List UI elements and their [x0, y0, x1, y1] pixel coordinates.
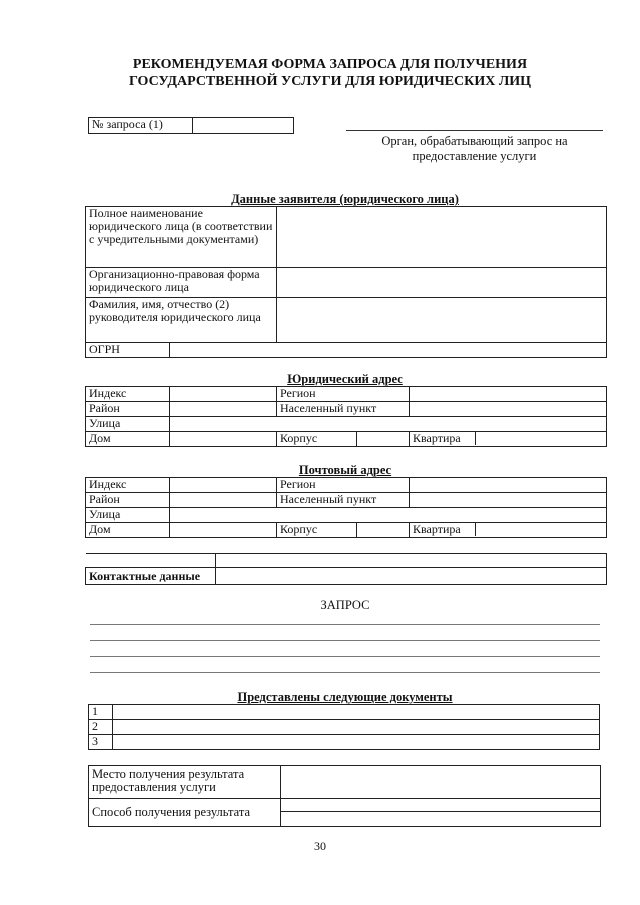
postal-apartment-cell: [410, 523, 607, 538]
postal-district-field[interactable]: [170, 493, 277, 508]
authority-caption: [346, 134, 603, 164]
request-line-3[interactable]: [90, 656, 600, 657]
authority-line[interactable]: [346, 130, 603, 131]
postal-building-label: Корпус: [277, 523, 357, 538]
document-row-number: 2: [89, 720, 113, 735]
legal-form-label: Организационно-правовая форма юридического лица: [86, 268, 277, 298]
title-line-1: РЕКОМЕНДУЕМАЯ ФОРМА ЗАПРОСА ДЛЯ ПОЛУЧЕНИЯ: [132, 57, 528, 72]
legal-index-label: Индекс: [86, 387, 170, 402]
document-row-number: 3: [89, 735, 113, 750]
postal-building-field[interactable]: [357, 523, 410, 538]
full-name-field[interactable]: [277, 207, 607, 268]
request-title: ЗАПРОС: [320, 598, 370, 612]
document-row-field[interactable]: [113, 735, 600, 750]
contacts-spacer: [86, 554, 216, 568]
request-number-field[interactable]: [193, 118, 294, 134]
postal-street-field[interactable]: [170, 508, 607, 523]
postal-locality-field[interactable]: [410, 493, 607, 508]
legal-apartment-field[interactable]: [476, 432, 606, 445]
postal-house-field[interactable]: [170, 523, 277, 538]
legal-form-field[interactable]: [277, 268, 607, 298]
legal-building-field[interactable]: [357, 432, 410, 447]
postal-locality-label: Населенный пункт: [277, 493, 410, 508]
result-place-label: Место получения результата предоставления услуги: [89, 766, 281, 799]
legal-locality-field[interactable]: [410, 402, 607, 417]
head-name-field[interactable]: [277, 298, 607, 343]
legal-building-label: Корпус: [277, 432, 357, 447]
legal-region-label: Регион: [277, 387, 410, 402]
legal-address-table: [85, 386, 607, 447]
legal-address-title: Юридический адрес: [287, 372, 403, 386]
authority-line-1: Орган, обрабатывающий запрос на: [381, 134, 568, 148]
request-line-1[interactable]: [90, 624, 600, 625]
document-row-field[interactable]: [113, 705, 600, 720]
result-method-field-2[interactable]: [281, 812, 600, 826]
ogrn-label: ОГРН: [86, 343, 170, 358]
legal-apartment-cell: [410, 432, 607, 447]
result-method-field-1[interactable]: [281, 799, 600, 812]
result-place-field[interactable]: [281, 766, 601, 799]
legal-district-label: Район: [86, 402, 170, 417]
request-number-label: № запроса (1): [89, 118, 193, 134]
legal-street-field[interactable]: [170, 417, 607, 432]
page-number: 30: [314, 839, 326, 853]
result-table: [88, 765, 601, 827]
applicant-section-title: Данные заявителя (юридического лица): [231, 192, 459, 206]
document-row-number: 1: [89, 705, 113, 720]
postal-apartment-label: Квартира: [410, 523, 476, 536]
result-method-label: Способ получения результата: [89, 799, 281, 827]
applicant-table: [85, 206, 607, 358]
page-title: [60, 56, 600, 90]
ogrn-field[interactable]: [170, 343, 607, 358]
postal-street-label: Улица: [86, 508, 170, 523]
legal-region-field[interactable]: [410, 387, 607, 402]
documents-table: [88, 704, 600, 750]
postal-apartment-field[interactable]: [476, 523, 606, 536]
document-row-field[interactable]: [113, 720, 600, 735]
legal-district-field[interactable]: [170, 402, 277, 417]
contacts-field-2[interactable]: [216, 568, 607, 585]
title-line-2: ГОСУДАРСТВЕННОЙ УСЛУГИ ДЛЯ ЮРИДИЧЕСКИХ ЛИЦ: [128, 74, 532, 89]
postal-address-title: Почтовый адрес: [298, 463, 392, 477]
request-line-4[interactable]: [90, 672, 600, 673]
documents-title: Представлены следующие документы: [237, 690, 453, 704]
request-line-2[interactable]: [90, 640, 600, 641]
head-name-label: Фамилия, имя, отчество (2) руководителя юридического лица: [86, 298, 277, 343]
postal-index-label: Индекс: [86, 478, 170, 493]
legal-index-field[interactable]: [170, 387, 277, 402]
full-name-label: Полное наименование юридического лица (в соответствии с учредительными документами): [86, 207, 277, 268]
postal-address-table: [85, 477, 607, 538]
legal-house-label: Дом: [86, 432, 170, 447]
legal-apartment-label: Квартира: [410, 432, 476, 445]
postal-region-field[interactable]: [410, 478, 607, 493]
authority-line-2: предоставление услуги: [412, 149, 537, 163]
legal-locality-label: Населенный пункт: [277, 402, 410, 417]
postal-region-label: Регион: [277, 478, 410, 493]
contacts-label: Контактные данные: [86, 568, 216, 585]
postal-district-label: Район: [86, 493, 170, 508]
contacts-table: [85, 553, 607, 585]
legal-street-label: Улица: [86, 417, 170, 432]
contacts-field-1[interactable]: [216, 554, 607, 568]
legal-house-field[interactable]: [170, 432, 277, 447]
postal-index-field[interactable]: [170, 478, 277, 493]
result-method-cell: [281, 799, 601, 827]
postal-house-label: Дом: [86, 523, 170, 538]
request-number-table: [88, 117, 294, 134]
